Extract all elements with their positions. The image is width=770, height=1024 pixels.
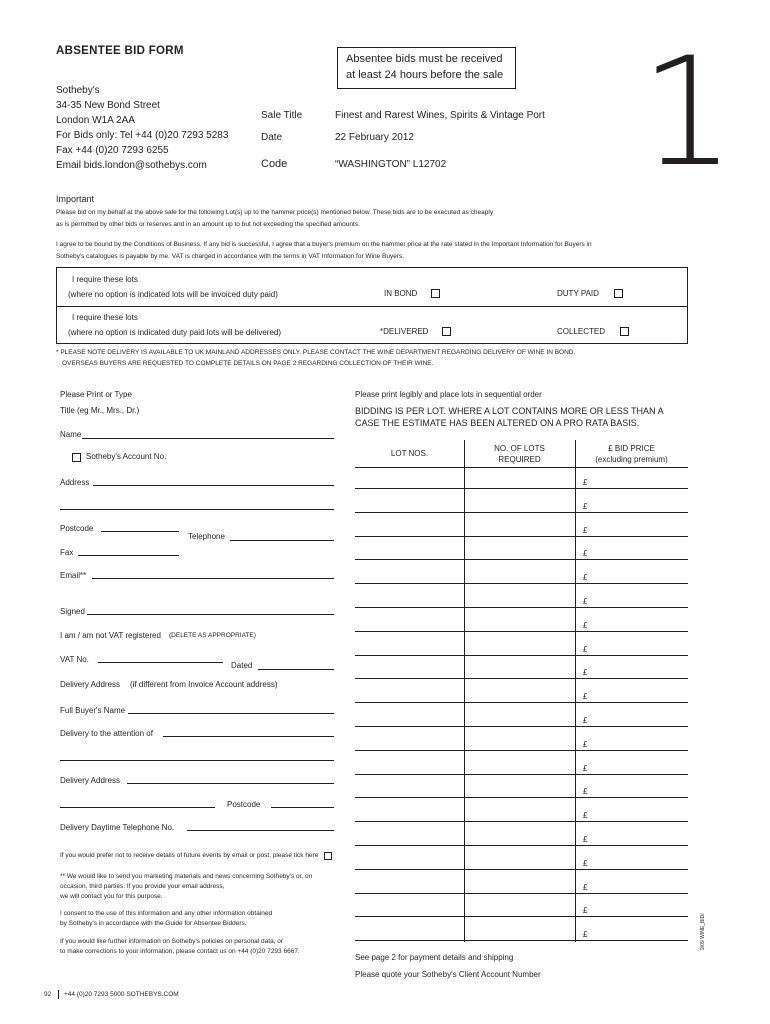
table-row[interactable]: [355, 869, 688, 870]
address-field-2[interactable]: [60, 509, 334, 510]
options-row2-sub: (where no option is indicated duty paid lots will be delivered): [68, 328, 282, 337]
col-header-bid-2: (excluding premium): [595, 455, 668, 464]
table-row[interactable]: [355, 631, 688, 632]
currency-symbol: £: [583, 620, 588, 630]
postcode2-label: Postcode: [227, 800, 261, 809]
currency-symbol: £: [583, 573, 588, 583]
company-name: Sotheby's: [56, 85, 100, 96]
currency-symbol: £: [583, 811, 588, 821]
address-label: Address: [60, 478, 90, 487]
table-row[interactable]: [355, 726, 688, 727]
duty-paid-label: DUTY PAID: [557, 289, 599, 298]
options-divider: [57, 306, 687, 307]
options-row2-title: I require these lots: [72, 313, 138, 322]
delivered-label: *DELIVERED: [380, 327, 429, 336]
notice-line-2: at least 24 hours before the sale: [346, 69, 504, 81]
col-header-qty-2: REQUIRED: [498, 455, 541, 464]
date-label: Date: [261, 132, 283, 143]
delivery-address-note: (if different from Invoice Account address): [130, 680, 278, 689]
bid-table-col-divider-2: [575, 440, 576, 942]
table-row[interactable]: [355, 797, 688, 798]
currency-symbol: £: [583, 906, 588, 916]
sale-title-value: Finest and Rarest Wines, Spirits & Vintage Port: [335, 110, 545, 121]
client-account-note: Please quote your Sotheby's Client Account Number: [355, 970, 541, 979]
consent-line2: by Sotheby's in accordance with the Guide for Absentee Bidders.: [60, 920, 247, 927]
page-number-large: 1: [640, 26, 736, 200]
currency-symbol: £: [583, 763, 588, 773]
name-field[interactable]: [82, 438, 334, 439]
notice-line-1: Absentee bids must be received: [346, 53, 503, 65]
delivery-address-heading: Delivery Address: [60, 680, 121, 689]
in-bond-label: IN BOND: [384, 289, 418, 298]
currency-symbol: £: [583, 858, 588, 868]
account-label: Sotheby's Account No.: [86, 452, 167, 461]
signature-field[interactable]: [87, 614, 334, 615]
currency-symbol: £: [583, 787, 588, 797]
fax-number: Fax +44 (0)20 7293 6255: [56, 145, 169, 156]
delivered-checkbox[interactable]: [442, 327, 451, 336]
currency-symbol: £: [583, 835, 588, 844]
address-line-2: London W1A 2AA: [56, 115, 135, 126]
code-value: “WASHINGTON” L12702: [335, 159, 447, 170]
table-row[interactable]: [355, 845, 688, 846]
email-address: Email bids.london@sothebys.com: [56, 160, 207, 171]
col-header-qty-1: NO. OF LOTS: [494, 444, 545, 453]
full-buyer-name-field[interactable]: [128, 713, 334, 714]
delivery-attention-field[interactable]: [163, 736, 334, 737]
full-buyer-name-label: Full Buyer's Name: [60, 706, 126, 715]
payment-details-note: See page 2 for payment details and shipping: [355, 953, 514, 962]
important-para2-line1: I agree to be bound by the Conditions of Business. If any bid is successful, I agree that a buyer's premium on the hammer price at the rate stated in the Important Information for Buyers in: [56, 241, 592, 248]
currency-symbol: £: [583, 525, 588, 535]
table-row[interactable]: [355, 702, 688, 703]
col-header-bid-1: £ BID PRICE: [608, 444, 655, 453]
vat-number-field[interactable]: [98, 662, 223, 663]
dated-label: Dated: [231, 661, 253, 670]
delivery-telephone-label: Delivery Daytime Telephone No.: [60, 823, 175, 832]
table-row[interactable]: [355, 559, 688, 560]
side-form-code: 9/09 WINE_BID/: [700, 913, 706, 950]
email-label: Email**: [60, 571, 87, 580]
marketing-line2: occasion, third parties. If you provide your email address,: [60, 883, 225, 890]
in-bond-checkbox[interactable]: [431, 289, 440, 298]
email-field[interactable]: [92, 578, 334, 579]
date-value: 22 February 2012: [335, 132, 414, 143]
delivery-telephone-field[interactable]: [187, 830, 334, 831]
currency-symbol: £: [583, 716, 588, 725]
currency-symbol: £: [583, 739, 588, 749]
policy-line1: If you would like further information on Sotheby's policies on personal data, or: [60, 938, 284, 945]
bidding-line-2: CASE THE ESTIMATE HAS BEEN ALTERED ON A PRO RATA BASIS.: [355, 418, 640, 428]
delivery-attention-label: Delivery to the attention of: [60, 729, 153, 738]
footer-separator: [58, 990, 59, 999]
postcode2-field[interactable]: [271, 807, 334, 808]
code-label: Code: [261, 158, 288, 170]
telephone-field[interactable]: [230, 540, 334, 541]
options-row1-title: I require these lots: [72, 275, 138, 284]
currency-symbol: £: [583, 692, 588, 702]
telephone-label: Telephone: [188, 532, 225, 541]
optout-checkbox[interactable]: [324, 852, 332, 860]
currency-symbol: £: [583, 644, 588, 654]
currency-symbol: £: [583, 930, 588, 940]
bids-telephone: For Bids only: Tel +44 (0)20 7293 5283: [56, 130, 229, 141]
duty-paid-checkbox[interactable]: [614, 289, 623, 298]
delivery-blank-field[interactable]: [60, 760, 334, 761]
dated-field[interactable]: [258, 669, 334, 670]
footer-contact: +44 (0)20 7293 5000 SOTHEBYS.COM: [64, 991, 179, 998]
fax-label: Fax: [60, 548, 74, 557]
postcode-label: Postcode: [60, 524, 94, 533]
vat-number-label: VAT No.: [60, 655, 89, 664]
address-line-1: 34-35 New Bond Street: [56, 100, 160, 111]
bid-table-header-rule: [355, 467, 688, 468]
options-row1-sub: (where no option is indicated lots will be invoiced duty paid): [68, 290, 278, 299]
important-para1-line1: Please bid on my behalf at the above sale for the following Lot(s) up to the hammer price(s) mentioned below. These bids are to be executed as cheaply: [56, 209, 494, 216]
marketing-line3: we will contact you for this purpose.: [60, 893, 163, 900]
table-row[interactable]: [355, 916, 688, 917]
currency-symbol: £: [583, 882, 588, 892]
address-field-1[interactable]: [93, 485, 334, 486]
table-row[interactable]: [355, 655, 688, 656]
notice-box: [337, 47, 516, 89]
currency-symbol: £: [583, 478, 588, 487]
delivery-note-line2: OVERSEAS BUYERS ARE REQUESTED TO COMPLETE DETAILS ON PAGE 2 REGARDING COLLECTION OF THEIR WINE.: [62, 360, 434, 367]
currency-symbol: £: [583, 501, 588, 511]
table-row[interactable]: [355, 488, 688, 489]
important-para2-line2: Sotheby's catalogues is payable by me. VAT is charged in accordance with the terms in VAT Information for Wine Buyers.: [56, 253, 405, 260]
signed-label: Signed: [60, 607, 85, 616]
table-row[interactable]: [355, 940, 688, 941]
table-row[interactable]: [355, 774, 688, 775]
fax-field[interactable]: [78, 555, 179, 556]
table-row[interactable]: [355, 750, 688, 751]
currency-symbol: £: [583, 668, 588, 678]
currency-symbol: £: [583, 549, 588, 559]
name-label: Name: [60, 430, 82, 439]
marketing-line1: ** We would like to send you marketing materials and news concerning Sotheby's or, on: [60, 873, 313, 880]
col-header-lot: LOT NOS.: [390, 449, 429, 458]
delivery-note-line1: * PLEASE NOTE DELIVERY IS AVAILABLE TO UK MAINLAND ADDRESSES ONLY. PLEASE CONTACT THE WINE DEPARTMENT REGARDING DELIVERY OF WINE IN BOND.: [56, 349, 576, 356]
bid-table-col-divider-1: [464, 440, 465, 942]
currency-symbol: £: [583, 597, 588, 606]
print-heading: Please Print or Type: [60, 390, 132, 399]
important-heading: Important: [56, 194, 95, 204]
table-row[interactable]: [355, 607, 688, 608]
delivery-address-label: Delivery Address: [60, 776, 121, 785]
policy-line2: to make corrections to your information, please contact us on +44 (0)20 7293 6667.: [60, 948, 300, 955]
vat-registered-label: I am / am not VAT registered: [60, 631, 161, 640]
delivery-address-field-2[interactable]: [60, 807, 215, 808]
table-row[interactable]: [355, 678, 688, 679]
collected-checkbox[interactable]: [620, 327, 629, 336]
collected-label: COLLECTED: [557, 327, 606, 336]
table-row[interactable]: [355, 512, 688, 513]
important-para1-line2: as is permitted by other bids or reserves and in an amount up to but not exceeding the specified amounts.: [56, 221, 360, 228]
table-row[interactable]: [355, 821, 688, 822]
vat-registered-note: (DELETE AS APPROPRIATE): [169, 632, 256, 639]
form-title: ABSENTEE BID FORM: [56, 45, 184, 57]
bidding-line-1: BIDDING IS PER LOT. WHERE A LOT CONTAINS MORE OR LESS THAN A: [355, 406, 664, 416]
table-row[interactable]: [355, 536, 688, 537]
account-checkbox[interactable]: [72, 453, 81, 462]
consent-line1: I consent to the use of this information and any other information obtained: [60, 910, 273, 917]
postcode-field[interactable]: [101, 531, 179, 532]
footer-page-number: 92: [44, 991, 52, 998]
delivery-address-field[interactable]: [127, 783, 334, 784]
table-row[interactable]: [355, 893, 688, 894]
sale-title-label: Sale Title: [261, 110, 303, 121]
table-row[interactable]: [355, 583, 688, 584]
optout-text: If you would prefer not to receive details of future events by email or post, please tick here: [60, 852, 319, 859]
lots-instruction: Please print legibly and place lots in sequential order: [355, 390, 542, 399]
title-label: Title (eg Mr., Mrs., Dr.): [60, 406, 140, 415]
